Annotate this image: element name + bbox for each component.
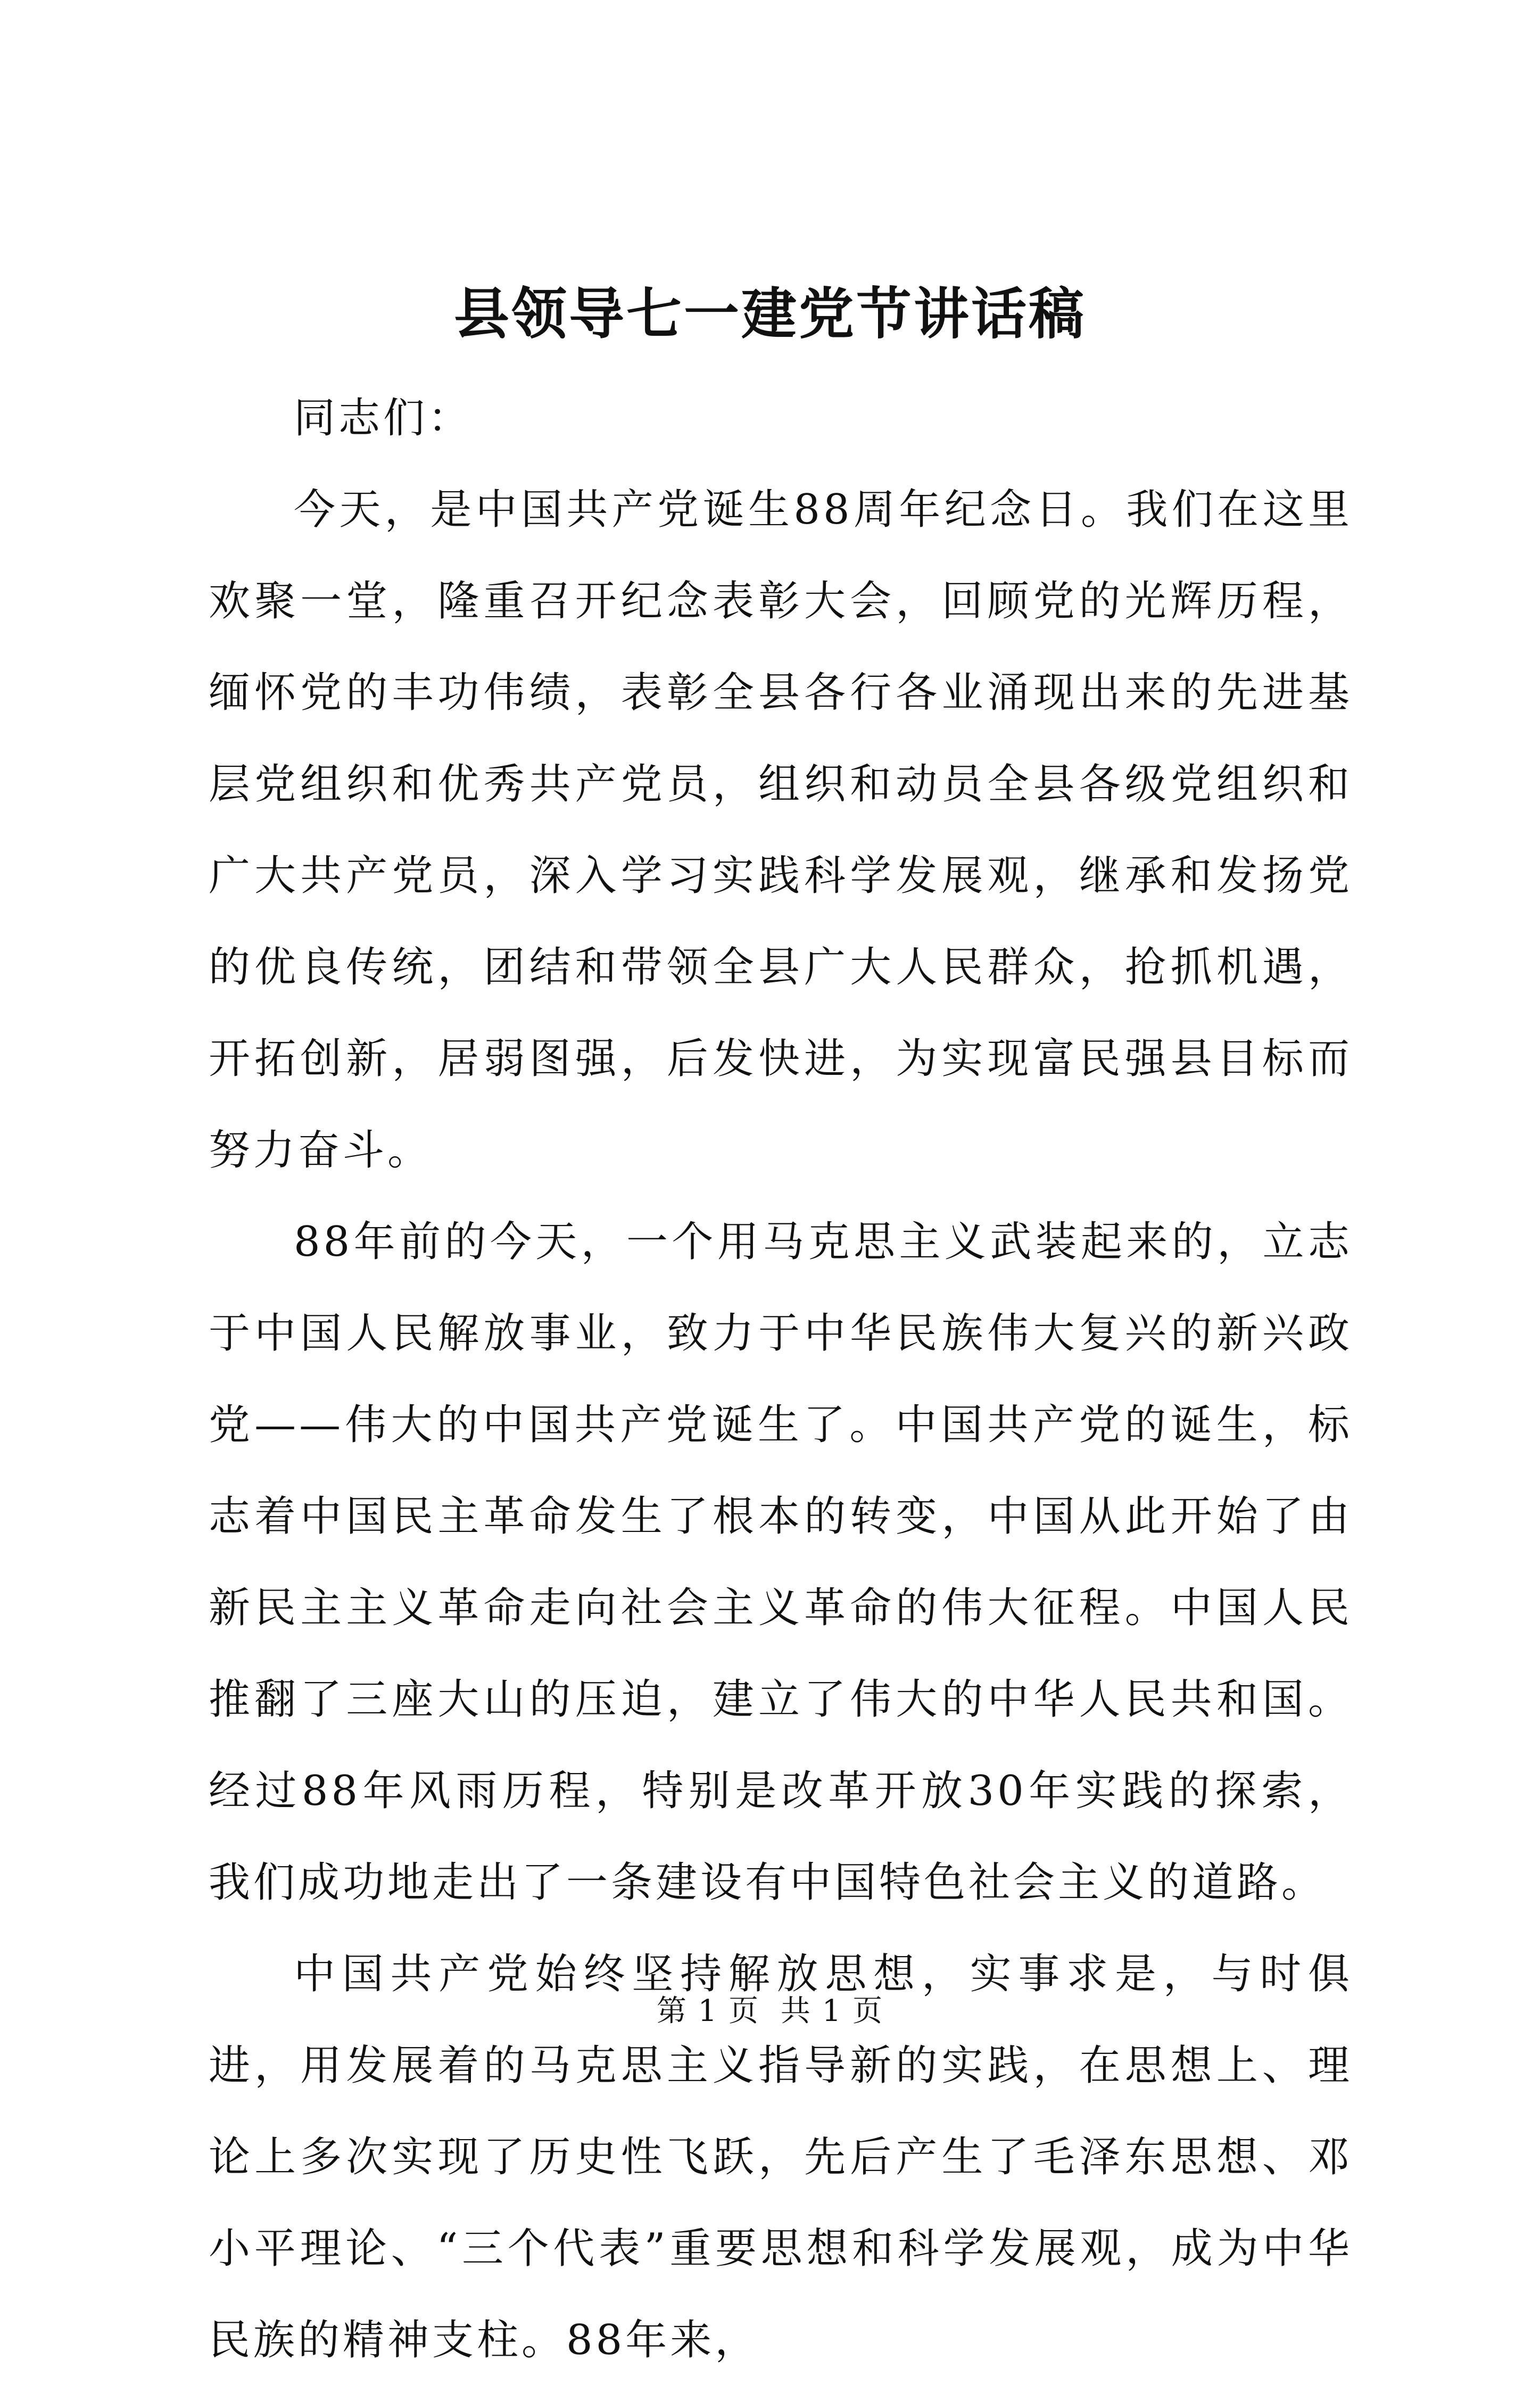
document-title: 县领导七一建党节讲话稿 [453,281,1086,346]
page-footer [0,1990,1540,2033]
paragraph: 今天，是中国共产党诞生88周年纪念日。我们在这里欢聚一堂，隆重召开纪念表彰大会，回顾党的光辉历程，缅怀党的丰功伟绩，表彰全县各行各业涌现出来的先进基层党组织和优秀共产党员，组织和动员全县各级党组织和广大共产党员，深入学习实践科学发展观，继承和发扬党的优良传统，团结和带领全县广大人民群众，抢抓机遇，开拓创新，居弱图强，后发快进，为实现富民强县目标而努力奋斗。 [209,486,1353,1174]
page-number: 第 1 页 [656,1994,760,2028]
paragraph: 中国共产党始终坚持解放思想，实事求是，与时俱进，用发展着的马克思主义指导新的实践，在思想上、理论上多次实现了历史性飞跃，先后产生了毛泽东思想、邓小平理论、“三个代表”重要思想和科学发展观，成为中华民族的精神支柱。88年来， [209,1950,1353,2364]
page-total: 共 1 页 [780,1994,884,2028]
paragraph: 88年前的今天，一个用马克思主义武装起来的，立志于中国人民解放事业，致力于中华民族伟大复兴的新兴政党——伟大的中国共产党诞生了。中国共产党的诞生，标志着中国民主革命发生了根本的转变，中国从此开始了由新民主主义革命走向社会主义革命的伟大征程。中国人民推翻了三座大山的压迫，建立了伟大的中华人民共和国。经过88年风雨历程，特别是改革开放30年实践的探索，我们成功地走出了一条建设有中国特色社会主义的道路。 [209,1218,1353,1907]
salutation: 同志们： [294,394,473,442]
document-body [209,372,1353,2386]
